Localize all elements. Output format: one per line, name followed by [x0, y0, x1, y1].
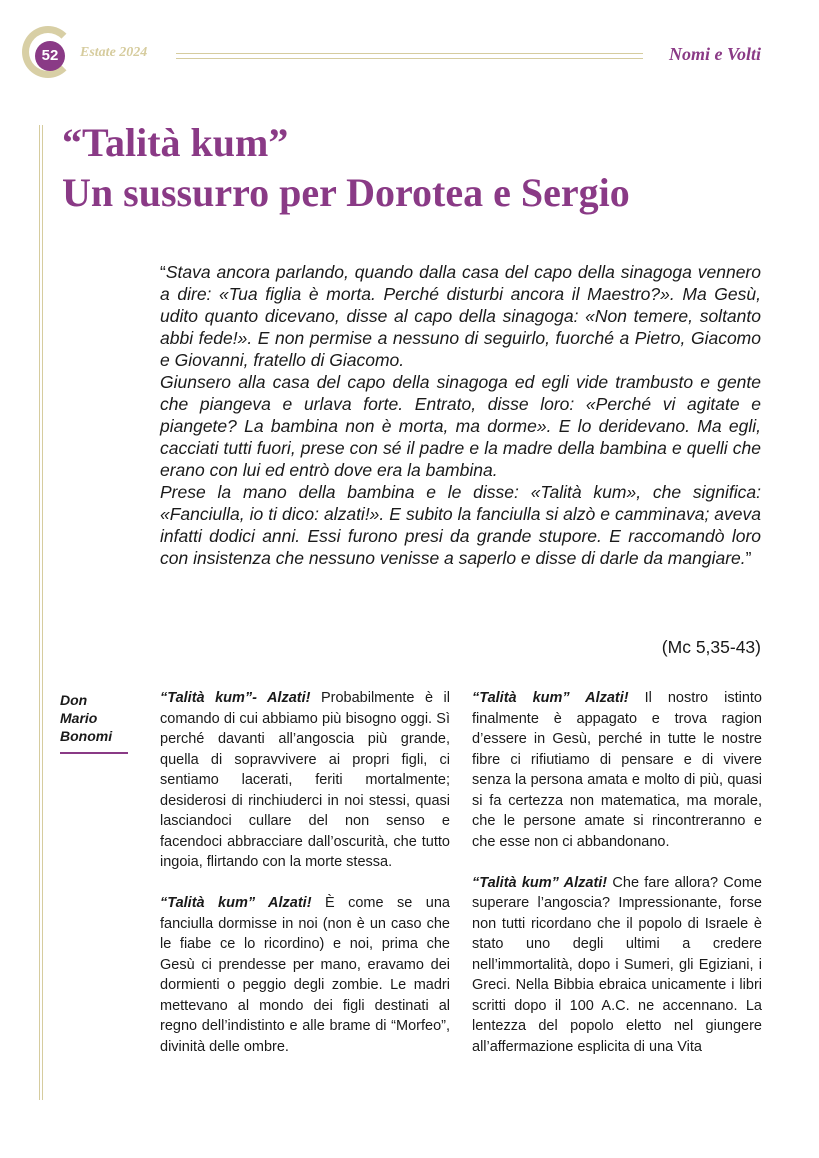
- paragraph-lead: “Talità kum” Alzati!: [472, 874, 608, 891]
- left-vertical-rule: [39, 125, 43, 1100]
- title-line-1: “Talità kum”: [62, 120, 289, 165]
- body-column-1: [160, 688, 450, 1057]
- header-rule: [176, 53, 643, 59]
- article-title: [62, 118, 630, 218]
- paragraph-lead: “Talità kum”- Alzati!: [160, 690, 311, 706]
- body-paragraph: [160, 688, 450, 873]
- scripture-quote: [160, 261, 761, 569]
- quote-text-2: Giunsero alla casa del capo della sinagoga ed egli vide trambusto e gente che piangeva e urlava forte. Entrato, disse loro: «Perché vi agitate e piangete? La bambina non è morta, ma dorme». E lo deridevano. Ma egli, cacciati tutti fuori, prese con sé il padre e la madre della bambina e quelli che erano con lui ed entrò dove era la bambina.: [160, 372, 761, 480]
- section-title: Nomi e Volti: [668, 44, 761, 64]
- issue-label: Estate 2024: [80, 45, 148, 60]
- page-header: [0, 0, 819, 90]
- quote-paragraph: [160, 371, 761, 481]
- close-quote-mark: ”: [745, 548, 752, 568]
- paragraph-text: È come se una fanciulla dormisse in noi (non è un caso che le fiabe ce lo ricordino) e noi, prima che Gesù ci prendesse per mano, eravamo dei dormienti o peggio degli zombie. Le madri mettevano al mondo dei figli destinati al regno dell’indistinto e alle brame di “Morfeo”, divinità delle ombre.: [160, 895, 450, 1055]
- quote-paragraph: [160, 481, 761, 569]
- title-line-2: Un sussurro per Dorotea e Sergio: [62, 170, 630, 215]
- quote-text-1: Stava ancora parlando, quando dalla casa del capo della sinagoga vennero a dire: «Tua figlia è morta. Perché disturbi ancora il Maestro?». Ma Gesù, udito quanto dicevano, disse al capo della sinagoga: «Non temere, soltanto abbi fede!». E non permise a nessuno di seguirlo, fuorché a Pietro, Giacomo e Giovanni, fratello di Giacomo.: [160, 262, 761, 370]
- author-last-name: Bonomi: [60, 728, 113, 744]
- paragraph-lead: “Talità kum” Alzati!: [160, 895, 312, 911]
- quote-reference: (Mc 5,35-43): [661, 637, 761, 657]
- body-paragraph: [472, 688, 762, 852]
- paragraph-text: Che fare allora? Come superare l’angoscia? Impressionante, forse non tutti ricordano che il popolo di Israele è stato uno degli ultimi a credere nell’immortalità, dopo i Sumeri, gli Egiziani, i Greci. Nella Bibbia ebraica unicamente i libri scritti dopo il 100 A.C. ne accennano. La lentezza del popolo eletto nel giungere all’affermazione esplicita di una Vita: [472, 874, 762, 1055]
- author-byline: [60, 691, 128, 754]
- quote-text-3: Prese la mano della bambina e le disse: «Talità kum», che significa: «Fanciulla, io ti dico: alzati!». E subito la fanciulla si alzò e camminava; aveva infatti dodici anni. Essi furono presi da grande stupore. E raccomandò loro con insistenza che nessuno venisse a saperlo e disse di darle da mangiare.: [160, 482, 761, 568]
- author-first-name: Don Mario: [60, 692, 98, 726]
- paragraph-text: Probabilmente è il comando di cui abbiamo più bisogno oggi. Sì perché davanti all’angoscia più grande, quella di sopravvivere ai propri figli, ci sentiamo lacerati, feriti mortalmente; desiderosi di rinchiuderci in noi stessi, quasi lasciandoci cullare del non senso e facendoci abbracciare dall’oscurità, che tutto ingoia, flirtando con la morte stessa.: [160, 690, 451, 870]
- page-number: 52: [35, 41, 65, 71]
- quote-paragraph: [160, 261, 761, 371]
- paragraph-lead: “Talità kum” Alzati!: [472, 690, 629, 706]
- open-quote-mark: “: [160, 262, 166, 282]
- body-paragraph: [472, 873, 762, 1058]
- body-column-2: [472, 688, 762, 1057]
- body-paragraph: [160, 893, 450, 1057]
- paragraph-text: Il nostro istinto finalmente è appagato e trova ragion d’essere in Gesù, perché in tutte le nostre fibre ci rifiutiamo di pensare e di vivere senza la persona amata e molto di più, quasi si fa certezza non matematica, ma morale, che le persone amate si rincontreranno e che esse non ci abbandonano.: [472, 690, 762, 850]
